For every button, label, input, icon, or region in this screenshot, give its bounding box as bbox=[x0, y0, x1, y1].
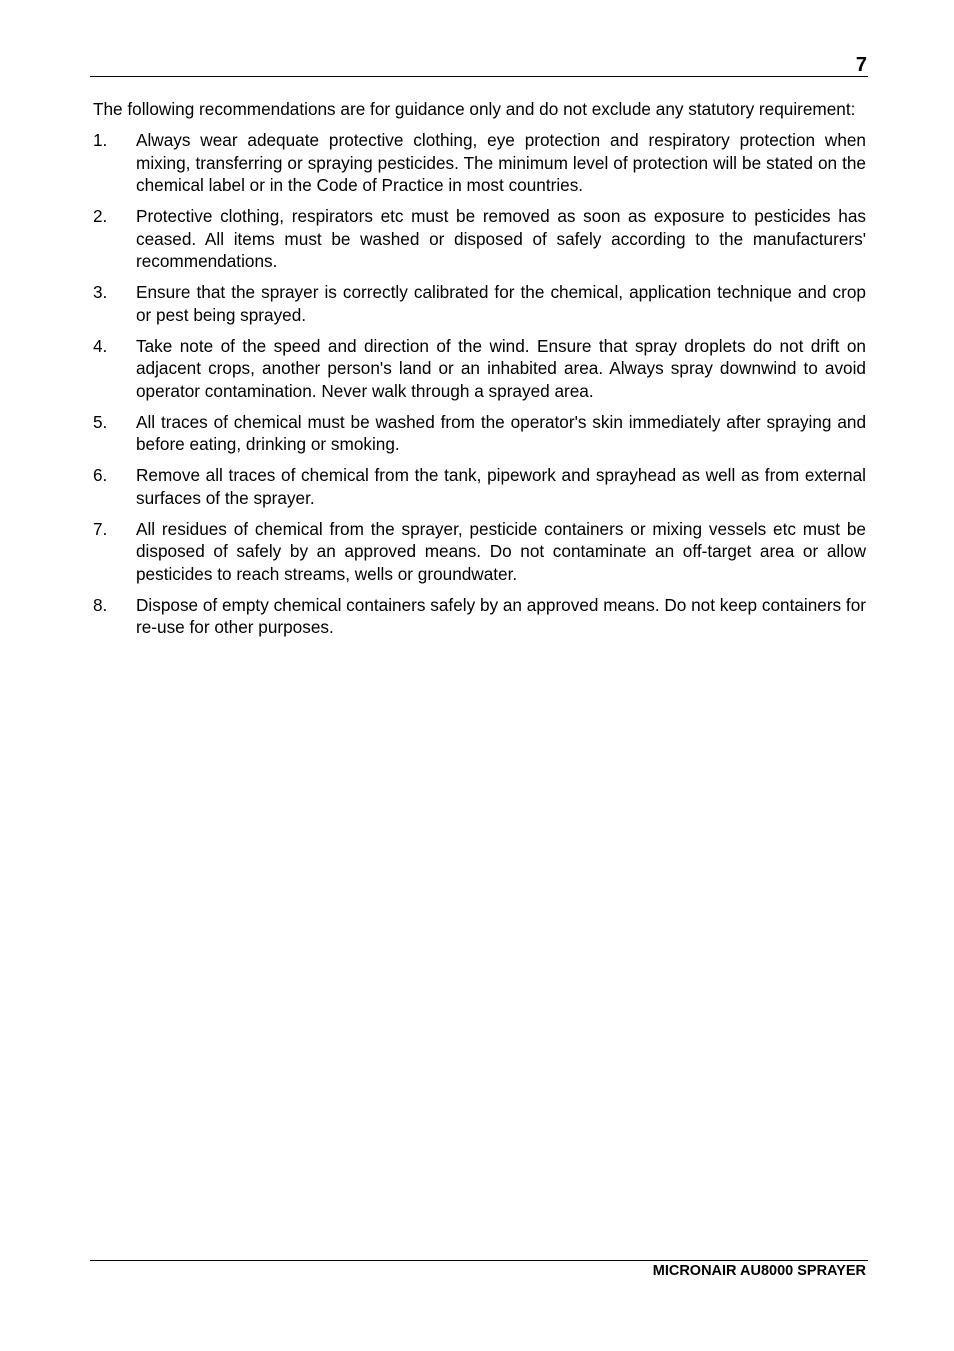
list-item-text: Always wear adequate protective clothing, eye protection and respiratory protection when mixing, transferring or spraying pesticides. The minimum level of protection will be stated on the chemical label or in the Code of Practice in most countries. bbox=[136, 130, 866, 195]
list-item-number: 1. bbox=[93, 130, 108, 150]
list-item bbox=[93, 281, 866, 326]
header-rule bbox=[90, 76, 868, 77]
footer-title: MICRONAIR AU8000 SPRAYER bbox=[652, 1263, 866, 1279]
list-item-number: 8. bbox=[93, 594, 108, 615]
list-item bbox=[93, 594, 866, 639]
list-item-number: 3. bbox=[93, 282, 108, 302]
list-item-text: Ensure that the sprayer is correctly calibrated for the chemical, application technique and crop or pest being sprayed. bbox=[136, 282, 866, 325]
list-item-number: 7. bbox=[93, 518, 108, 539]
list-item bbox=[93, 518, 866, 586]
list-item bbox=[93, 464, 866, 509]
list-item-number: 5. bbox=[93, 411, 108, 432]
list-item-text: Protective clothing, respirators etc must be removed as soon as exposure to pesticides has ceased. All items must be washed or disposed of safely according to the manufacturers' recommendations. bbox=[136, 206, 866, 271]
list-item-number: 4. bbox=[93, 335, 108, 356]
list-item bbox=[93, 411, 866, 456]
list-item bbox=[93, 129, 866, 197]
list-item-text: Remove all traces of chemical from the tank, pipework and sprayhead as well as from external surfaces of the sprayer. bbox=[136, 465, 866, 508]
list-item-number: 2. bbox=[93, 206, 108, 226]
page-content bbox=[93, 98, 866, 647]
list-item-text: Take note of the speed and direction of the wind. Ensure that spray droplets do not drift on adjacent crops, another person's land or an inhabited area. Always spray downwind to avoid operator contamination. Never walk through a sprayed area. bbox=[136, 335, 866, 401]
list-item-text: All traces of chemical must be washed from the operator's skin immediately after spraying and before eating, drinking or smoking. bbox=[136, 411, 866, 454]
list-item-text: Dispose of empty chemical containers safely by an approved means. Do not keep containers for re-use for other purposes. bbox=[136, 594, 866, 637]
intro-paragraph: The following recommendations are for guidance only and do not exclude any statutory requirement: bbox=[93, 99, 856, 119]
list-item-number: 6. bbox=[93, 465, 108, 485]
list-item bbox=[93, 335, 866, 403]
list-item bbox=[93, 205, 866, 273]
page-number: 7 bbox=[855, 54, 867, 76]
footer-rule bbox=[90, 1260, 868, 1261]
list-item-text: All residues of chemical from the sprayer, pesticide containers or mixing vessels etc must be disposed of safely by an approved means. Do not contaminate an off-target area or allow pesticides to reach streams, wells or groundwater. bbox=[136, 518, 866, 584]
